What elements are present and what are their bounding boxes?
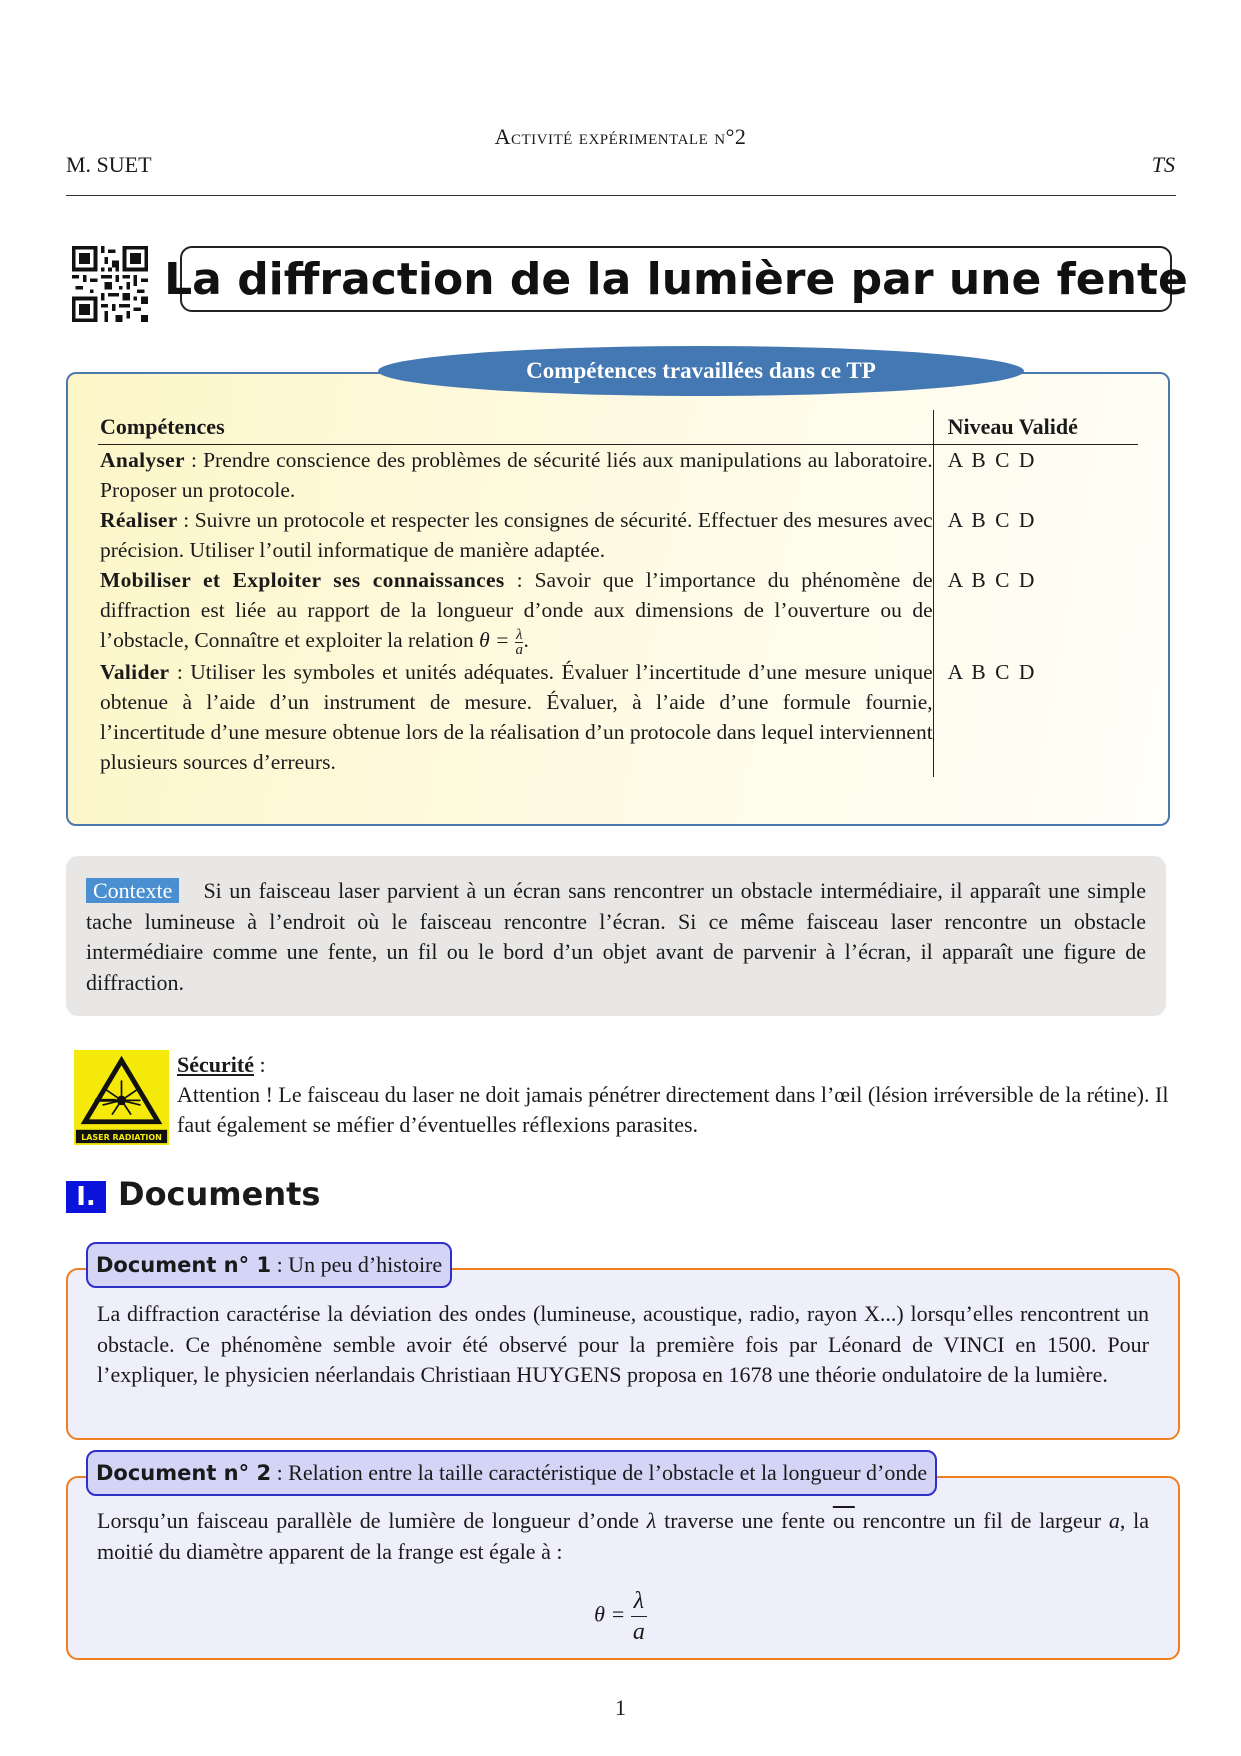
- security-notice: [177, 1050, 1177, 1140]
- competence-description: : Savoir que l’importance du phénomène de diffraction est liée au rapport de la longueur d’onde aux dimensions de l’ouverture ou de l’obstacle, Connaître et exploiter la relation: [100, 568, 933, 652]
- table-row: [98, 565, 1138, 657]
- document-2-body: [97, 1506, 1149, 1567]
- competence-level: A B C D: [947, 508, 1037, 532]
- section-number: I.: [66, 1181, 106, 1213]
- table-row: [98, 445, 1138, 505]
- competence-level: A B C D: [947, 568, 1037, 592]
- document-2-tab: [86, 1450, 937, 1496]
- header-class: TS: [1151, 152, 1175, 177]
- document-label: Document n° 1: [96, 1253, 272, 1277]
- doc2-a: a: [1108, 1508, 1120, 1533]
- doc2-ou: $\overline{ou}$: [832, 1508, 855, 1533]
- competence-name: Mobiliser et Exploiter ses connaissances: [100, 568, 505, 592]
- formula-end: .: [523, 628, 529, 652]
- document-1-body: La diffraction caractérise la déviation des ondes (lumineuse, acoustique, radio, rayon X...) lorsqu’elles rencontrent un obstacle. Ce phénomène semble avoir été observé pour la première fois par Léonard de VINCI en 1500. Pour l’expliquer, le physicien néerlandais Christiaan HUYGENS proposa en 1678 une théorie ondulatoire de la lumière.: [97, 1301, 1149, 1387]
- context-text: Si un faisceau laser parvient à un écran sans rencontrer un obstacle intermédiaire, il apparaît une simple tache lumineuse à l’endroit où le faisceau rencontre l’écran. Si ce même faisceau laser rencontre un obstacle intermédiaire comme une fente, un fil ou le bord d’un objet avant de parvenir à l’écran, il apparaît une figure de diffraction.: [86, 878, 1146, 995]
- table-row: [98, 657, 1138, 777]
- table-row: [98, 505, 1138, 565]
- doc2-text-3: rencontre un fil de largeur: [854, 1508, 1109, 1533]
- column-header-level: Niveau Validé: [934, 410, 1138, 445]
- title-frame: [164, 246, 1188, 312]
- header-activity-title: Activité expérimentale n°2: [494, 124, 747, 149]
- security-colon: :: [253, 1052, 266, 1077]
- formula-denominator: a: [632, 1619, 645, 1645]
- formula-numerator: λ: [515, 626, 523, 643]
- document-label: Document n° 2: [96, 1461, 272, 1485]
- formula-lhs: θ =: [594, 1601, 631, 1627]
- page-title: La diffraction de la lumière par une fente: [164, 253, 1188, 305]
- section-title: Documents: [118, 1175, 321, 1213]
- header-author: M. SUET: [66, 152, 152, 177]
- competence-level: A B C D: [947, 659, 1037, 684]
- diffraction-formula: [0, 1586, 1241, 1647]
- competences-table: [98, 410, 1138, 777]
- context-paragraph: [86, 876, 1146, 998]
- competence-description: : Prendre conscience des problèmes de sécurité liés aux manipulations au laboratoire. Proposer un protocole.: [100, 448, 933, 502]
- competence-description: : Suivre un protocole et respecter les consignes de sécurité. Effectuer des mesures avec précision. Utiliser l’outil informatique de manière adaptée.: [100, 508, 933, 562]
- competences-banner: Compétences travaillées dans ce TP: [378, 346, 1024, 396]
- formula-denominator: a: [515, 641, 523, 658]
- doc2-text-1: Lorsqu’un faisceau parallèle de lumière de longueur d’onde: [97, 1508, 647, 1533]
- document-subtitle: : Relation entre la taille caractéristique de l’obstacle et la longueur d’onde: [271, 1460, 928, 1485]
- doc2-lambda: λ: [646, 1508, 657, 1533]
- competence-level: A B C D: [947, 448, 1037, 472]
- formula-numerator: λ: [631, 1586, 647, 1617]
- qr-code-icon[interactable]: [72, 246, 148, 322]
- column-header-competences: Compétences: [98, 410, 934, 445]
- laser-icon-label: LASER RADIATION: [81, 1132, 162, 1142]
- competence-name: Valider: [100, 659, 170, 684]
- competence-description: : Utiliser les symboles et unités adéquates. Évaluer l’incertitude d’une mesure unique obtenue à l’aide d’un instrument de mesure. Évaluer, à l’aide d’une formule fournie, l’incertitude d’une mesure obtenue lors de la réalisation d’un protocole dans lequel interviennent plusieurs sources d’erreurs.: [100, 659, 933, 774]
- doc2-text-4: , la moitié du diamètre apparent de la frange est égale à :: [97, 1508, 1149, 1564]
- context-label: Contexte: [86, 878, 179, 903]
- page-number: 1: [615, 1695, 626, 1720]
- header-rule: [66, 195, 1176, 196]
- competences-table-header: [98, 410, 1138, 445]
- formula-fraction: [631, 1586, 647, 1647]
- competence-name: Réaliser: [100, 508, 178, 532]
- security-text: Attention ! Le faisceau du laser ne doit jamais pénétrer directement dans l’œil (lésion irréversible de la rétine). Il faut également se méfier d’éventuelles réflexions parasites.: [177, 1082, 1169, 1137]
- document-1-tab: [86, 1242, 452, 1288]
- laser-warning-icon: [74, 1050, 169, 1145]
- formula-lhs: θ =: [479, 628, 515, 652]
- competence-name: Analyser: [100, 448, 185, 472]
- doc2-text-2: traverse une fente: [656, 1508, 833, 1533]
- security-title: Sécurité: [177, 1052, 254, 1077]
- document-subtitle: : Un peu d’histoire: [271, 1252, 443, 1277]
